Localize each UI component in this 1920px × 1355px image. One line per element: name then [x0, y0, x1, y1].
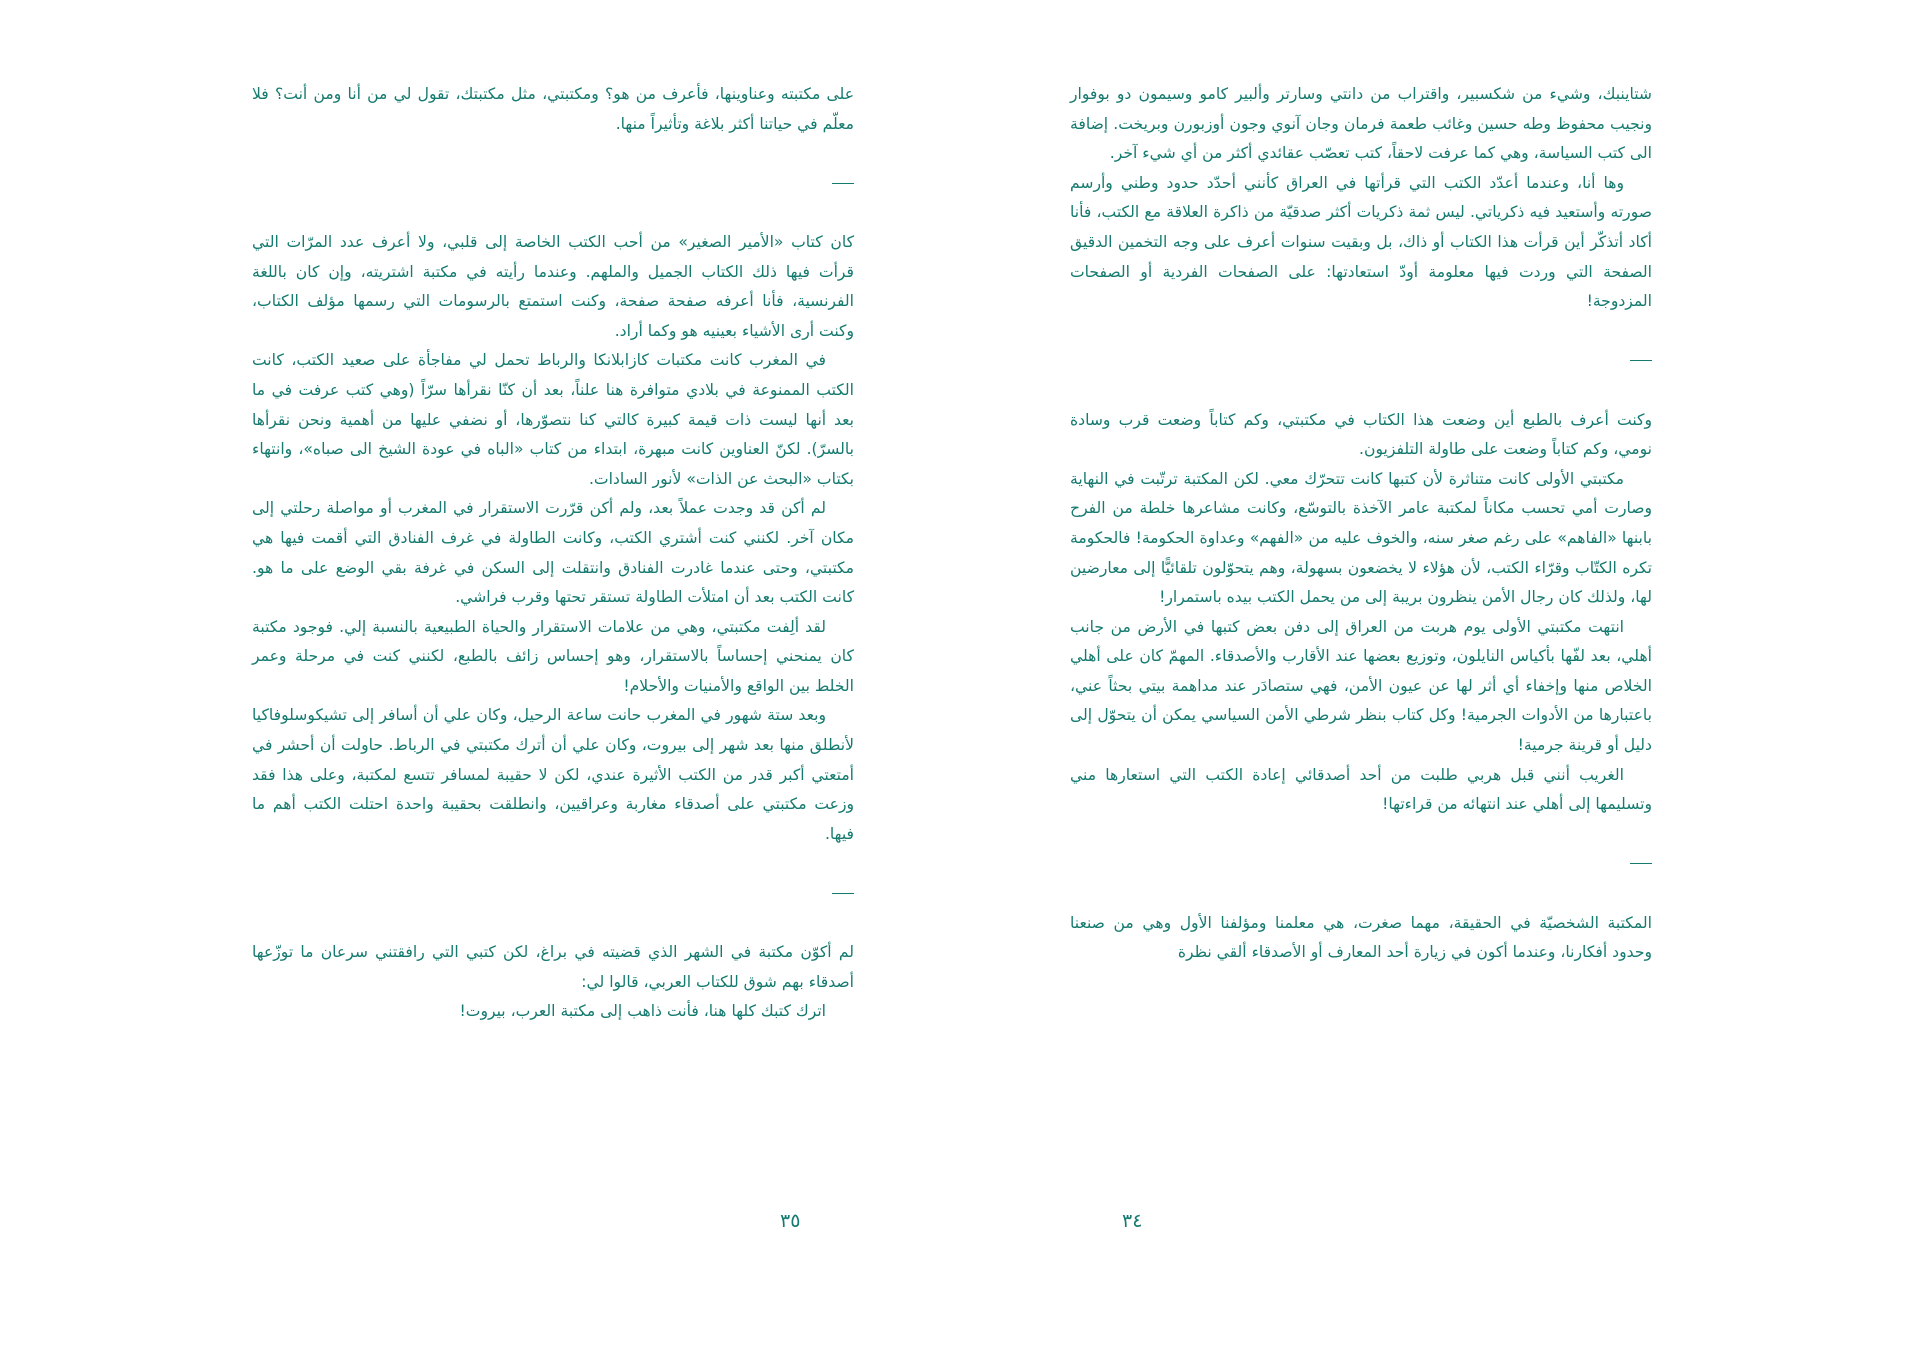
page-34: [960, 0, 1920, 1355]
separator-line: [832, 183, 854, 184]
paragraph: المكتبة الشخصيّة في الحقيقة، مهما صغرت، هي معلمنا ومؤلفنا الأول وهي من صنعنا وحدود أفكارنا، وعندما أكون في زيارة أحد المعارف أو الأصدقاء ألقي نظرة: [1070, 913, 1652, 962]
paragraph: لم أكن قد وجدت عملاً بعد، ولم أكن قرّرت الاستقرار في المغرب أو مواصلة رحلتي إلى مكان آخر. لكنني كنت أشتري الكتب، وكانت الطاولة في غرف الفنادق التي أقمت فيها هي مكتبتي، وحتى عندما غادرت الفنادق وانتقلت إلى السكن في غرفة بقي الوضع على ما هو. كانت الكتب بعد أن امتلأت الطاولة تستقر تحتها وقرب فراشي.: [252, 499, 854, 607]
text-column: [1070, 80, 1652, 968]
section-separator: [252, 169, 854, 199]
paragraph: وكنت أعرف بالطبع أين وضعت هذا الكتاب في مكتبتي، وكم كتاباً وضعت قرب وسادة نومي، وكم كتاباً وضعت على طاولة التلفزيون.: [1070, 410, 1652, 459]
paragraph: الغريب أنني قبل هربي طلبت من أحد أصدقائي إعادة الكتب التي استعارها مني وتسليمها إلى أهلي عند انتهائه من قراءتها!: [1070, 765, 1652, 814]
separator-line: [1630, 863, 1652, 864]
separator-line: [1630, 360, 1652, 361]
paragraph: اترك كتبك كلها هنا، فأنت ذاهب إلى مكتبة العرب، بيروت!: [459, 1002, 826, 1021]
paragraph: كان كتاب «الأمير الصغير» من أحب الكتب الخاصة إلى قلبي، ولا أعرف عدد المرّات التي قرأت فيها ذلك الكتاب الجميل والملهم. وعندما رأيته في مكتبة اشتريته، وإن كان باللغة الفرنسية، فأنا أعرفه صفحة صفحة، وكنت استمتع بالرسومات التي رسمها مؤلف الكتاب، وكنت أرى الأشياء بعينيه هو وكما أراد.: [252, 232, 854, 340]
paragraph: مكتبتي الأولى كانت متناثرة لأن كتبها كانت تتحرّك معي. لكن المكتبة ترتّبت في النهاية وصارت أمي تحسب مكاناً لمكتبة عامر الآخذة بالتوسّع، وكانت مشاعرها خلطة من الفرح بابنها «الفاهم» على رغم صغر سنه، والخوف عليه من «الفهم» وعداوة الحكومة! فالحكومة تكره الكتّاب وقرّاء الكتب، لأن هؤلاء لا يخضعون بسهولة، وهم يتحوّلون تلقائيًّا إلى معارضين لها، ولذلك كان رجال الأمن ينظرون بريبة إلى من يحمل الكتب بيده باستمرار!: [1070, 469, 1652, 607]
paragraph: لقد ألِفت مكتبتي، وهي من علامات الاستقرار والحياة الطبيعية بالنسبة إلي. فوجود مكتبة كان يمنحني إحساساً بالاستقرار، وهو إحساس زائف بالطبع، لكنني كنت في مرحلة وعمر الخلط بين الواقع والأمنيات والأحلام!: [252, 617, 854, 695]
paragraph: انتهت مكتبتي الأولى يوم هربت من العراق إلى دفن بعض كتبها في الأرض من جانب أهلي، بعد لفّها بأكياس النايلون، وتوزيع بعضها عند الأقارب والأصدقاء. المهمّ كان على أهلي الخلاص منها وإخفاء أي أثر لها عن عيون الأمن، فهي ستصادَر عند مداهمة بيتي بحثاً عني، باعتبارها من الأدوات الجرمية! وكل كتاب بنظر شرطي الأمن السياسي يمكن أن يتحوّل إلى دليل أو قرينة جرمية!: [1070, 617, 1652, 755]
section-separator: [1070, 849, 1652, 879]
separator-line: [832, 893, 854, 894]
paragraph: وها أنا، وعندما أعدّد الكتب التي قرأتها في العراق كأنني أحدّد حدود وطني وأرسم صورته وأستعيد فيه ذكرياتي. ليس ثمة ذكريات أكثر صدقيّة من ذاكرة العلاقة مع الكتب، فأنا أكاد أتذكّر أين قرأت هذا الكتاب أو ذاك، بل وبقيت سنوات أعرف على وجه التخمين الدقيق الصفحة التي وردت فيها معلومة أودّ استعادتها: على الصفحات الفردية أو الصفحات المزدوجة!: [1070, 173, 1652, 311]
page-number: ٣٤: [1122, 1210, 1143, 1232]
page-number: ٣٥: [780, 1210, 801, 1232]
paragraph: على مكتبته وعناوينها، فأعرف من هو؟ ومكتبتي، مثل مكتبتك، تقول لي من أنا ومن أنت؟ فلا معلّم في حياتنا أكثر بلاغة وتأثيراً منها.: [252, 85, 854, 133]
section-separator: [1070, 346, 1652, 376]
paragraph: لم أكوّن مكتبة في الشهر الذي قضيته في براغ، لكن كتبي التي رافقتني سرعان ما توزّعها أصدقاء بهم شوق للكتاب العربي، قالوا لي:: [252, 943, 854, 991]
section-separator: [252, 879, 854, 909]
paragraph: شتاينبك، وشيء من شكسبير، واقتراب من دانتي وسارتر وألبير كامو وسيمون دو بوفوار ونجيب محفوظ وطه حسين وغائب طعمة فرمان وجان آنوي وجون أوزبورن وبريخت. إضافة الى كتب السياسة، وهي كما عرفت لاحقاً، كتب تعصّب عقائدي أكثر من أي شيء آخر.: [1070, 85, 1652, 163]
paragraph: وبعد ستة شهور في المغرب حانت ساعة الرحيل، وكان علي أن أسافر إلى تشيكوسلوفاكيا لأنطلق منها بعد شهر إلى بيروت، وكان علي أن أترك مكتبتي في الرباط. حاولت أن أحشر في أمتعتي أكبر قدر من الكتب الأثيرة عندي، لكن لا حقيبة لمسافر تتسع لمكتبة، وعلى هذا فقد وزعت مكتبتي على أصدقاء مغاربة وعراقيين، وانطلقت بحقيبة واحدة احتلت الكتب أهم ما فيها.: [252, 706, 854, 843]
text-column: [252, 80, 854, 1027]
paragraph: في المغرب كانت مكتبات كازابلانكا والرباط تحمل لي مفاجأة على صعيد الكتب، كانت الكتب الممنوعة في بلادي متوافرة هنا علناً، بعد أن كنّا نقرأها سرّاً (وهي كتب عرفت في ما بعد أنها ليست ذات قيمة كبيرة كالتي كنا نتصوّرها، أو نضفي عليها من أهمية ونحن نقرأها بالسرّ). لكنّ العناوين كانت مبهرة، ابتداء من كتاب «الباه في عودة الشيخ الى صباه»، وانتهاء بكتاب «البحث عن الذات» لأنور السادات.: [252, 351, 854, 488]
